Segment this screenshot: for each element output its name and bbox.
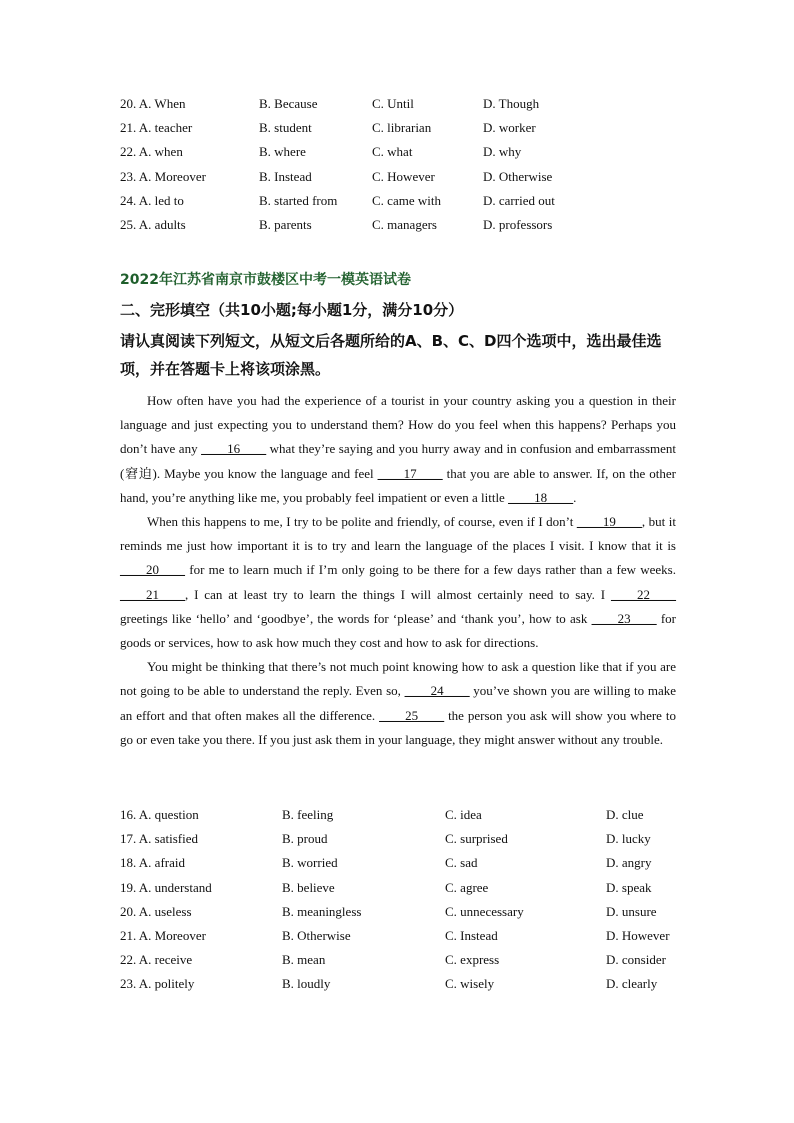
question-options-row bbox=[120, 900, 686, 924]
blank-22: ____22____ bbox=[611, 586, 676, 602]
passage-text: the person you ask will show you where to go or even take you there. If you just ask them in your language, they might answer without any trouble. bbox=[120, 707, 676, 747]
question-option: D. speak bbox=[606, 879, 652, 895]
options-list-top bbox=[120, 92, 583, 237]
section-heading: 二、完形填空（共10小题;每小题1分，满分10分） bbox=[120, 301, 464, 319]
question-option: C. idea bbox=[445, 807, 482, 823]
passage-text: what they’re saying and you hurry away and in confusion and embarrassment (窘迫). Maybe you know the language and feel bbox=[120, 441, 676, 481]
passage-text: , I can at least try to learn the things I will almost certainly need to say. I bbox=[185, 586, 611, 602]
question-option: C. agree bbox=[445, 879, 489, 895]
question-option: D. carried out bbox=[483, 192, 555, 208]
question-option: B. mean bbox=[282, 952, 326, 968]
question-option: B. loudly bbox=[282, 976, 331, 992]
question-options-row bbox=[120, 803, 686, 827]
question-option-a: 22. A. receive bbox=[120, 952, 193, 968]
question-option: D. Though bbox=[483, 96, 540, 112]
question-option: D. why bbox=[483, 144, 522, 160]
question-option: C. librarian bbox=[372, 120, 432, 136]
question-options-row bbox=[120, 876, 686, 900]
question-options-row bbox=[120, 948, 686, 972]
blank-23: ____23____ bbox=[591, 610, 657, 626]
passage-text: greetings like ‘hello’ and ‘goodbye’, the words for ‘please’ and ‘thank you’, how to ask bbox=[120, 610, 592, 626]
question-option: D. However bbox=[606, 928, 670, 944]
question-options-row bbox=[120, 972, 686, 996]
question-option: B. where bbox=[259, 144, 306, 160]
question-option: B. Instead bbox=[259, 168, 312, 184]
question-options-row bbox=[120, 213, 583, 237]
exam-title: 2022年江苏省南京市鼓楼区中考一模英语试卷 bbox=[120, 272, 411, 288]
question-option: C. However bbox=[372, 168, 435, 184]
passage-text: You might be thinking that there’s not much point knowing how to ask a question like that if you are not going to be able to understand the reply. Even so, bbox=[120, 659, 676, 699]
question-option: B. believe bbox=[282, 879, 335, 895]
passage-text: , but it reminds me just how important it is to try and learn the language of the places I visit. I know that it is bbox=[120, 514, 676, 554]
blank-25: ____25____ bbox=[379, 707, 445, 723]
question-option: D. clearly bbox=[606, 976, 658, 992]
blank-17: ____17____ bbox=[377, 465, 443, 481]
passage-text: . bbox=[573, 489, 577, 505]
question-option: C. express bbox=[445, 952, 500, 968]
passage-paragraph bbox=[120, 655, 676, 752]
question-options-row bbox=[120, 827, 686, 851]
question-option-a: 20. A. When bbox=[120, 96, 186, 112]
question-option: C. came with bbox=[372, 192, 441, 208]
question-option: B. proud bbox=[282, 831, 328, 847]
passage-text: When this happens to me, I try to be polite and friendly, of course, even if I don’t bbox=[147, 514, 577, 530]
blank-20: ____20____ bbox=[120, 562, 185, 578]
question-options-row bbox=[120, 92, 583, 116]
passage-text: that you are able to answer. If, on the other hand, you’re anything like me, you probably feel impatient or even a little bbox=[120, 465, 676, 505]
question-option-a: 21. A. Moreover bbox=[120, 928, 206, 944]
question-option-a: 19. A. understand bbox=[120, 879, 212, 895]
question-option-a: 21. A. teacher bbox=[120, 120, 193, 136]
question-option-a: 22. A. when bbox=[120, 144, 183, 160]
question-option: C. Until bbox=[372, 96, 414, 112]
question-option: C. sad bbox=[445, 855, 478, 871]
question-option: B. Because bbox=[259, 96, 318, 112]
question-option: D. Otherwise bbox=[483, 168, 553, 184]
question-options-row bbox=[120, 189, 583, 213]
question-options-row bbox=[120, 165, 583, 189]
question-option: B. feeling bbox=[282, 807, 334, 823]
question-option: D. worker bbox=[483, 120, 536, 136]
passage-text: How often have you had the experience of a tourist in your country asking you a question in their language and just expecting you to understand them? How do you feel when this happens? Perhaps you don’t have any bbox=[120, 393, 676, 457]
question-option: C. unnecessary bbox=[445, 903, 524, 919]
blank-21: ____21____ bbox=[120, 586, 185, 602]
question-option: D. lucky bbox=[606, 831, 651, 847]
question-option: C. surprised bbox=[445, 831, 508, 847]
passage-text: for me to learn much if I’m only going to be there for a few days rather than a few weeks. bbox=[185, 562, 676, 578]
blank-24: ____24____ bbox=[404, 683, 470, 699]
question-option: C. Instead bbox=[445, 928, 498, 944]
question-option-a: 20. A. useless bbox=[120, 903, 192, 919]
question-option-a: 18. A. afraid bbox=[120, 855, 185, 871]
question-option-a: 17. A. satisfied bbox=[120, 831, 198, 847]
question-option: B. meaningless bbox=[282, 903, 362, 919]
question-option-a: 23. A. Moreover bbox=[120, 168, 206, 184]
passage-paragraph bbox=[120, 510, 676, 655]
options-list-bottom bbox=[120, 803, 686, 997]
blank-19: ____19____ bbox=[576, 514, 642, 530]
question-option-a: 25. A. adults bbox=[120, 217, 186, 233]
blank-16: ____16____ bbox=[201, 441, 267, 457]
question-option: D. professors bbox=[483, 217, 553, 233]
instructions: 请认真阅读下列短文，从短文后各题所给的A、B、C、D四个选项中，选出最佳选项，并在答题卡上将该项涂黑。 bbox=[120, 332, 662, 378]
question-option: D. angry bbox=[606, 855, 652, 871]
question-option: B. started from bbox=[259, 192, 338, 208]
question-option: C. wisely bbox=[445, 976, 495, 992]
question-options-row bbox=[120, 116, 583, 140]
question-option-a: 16. A. question bbox=[120, 807, 199, 823]
question-option: B. parents bbox=[259, 217, 312, 233]
question-option-a: 23. A. politely bbox=[120, 976, 195, 992]
question-option: C. what bbox=[372, 144, 413, 160]
question-options-row bbox=[120, 924, 686, 948]
question-options-row bbox=[120, 140, 583, 164]
question-option: D. unsure bbox=[606, 903, 657, 919]
question-options-row bbox=[120, 851, 686, 875]
question-option: D. consider bbox=[606, 952, 666, 968]
passage-text: for goods or services, how to ask how much they cost and how to ask for directions. bbox=[120, 610, 676, 651]
question-option: B. Otherwise bbox=[282, 928, 351, 944]
question-option: B. student bbox=[259, 120, 312, 136]
passage-text: you’ve shown you are willing to make an effort and that often makes all the difference. bbox=[120, 683, 677, 723]
reading-passage bbox=[120, 389, 676, 752]
question-option: C. managers bbox=[372, 217, 437, 233]
passage-paragraph bbox=[120, 389, 676, 510]
question-option-a: 24. A. led to bbox=[120, 192, 184, 208]
question-option: B. worried bbox=[282, 855, 338, 871]
question-option: D. clue bbox=[606, 807, 644, 823]
blank-18: ____18____ bbox=[508, 489, 574, 505]
